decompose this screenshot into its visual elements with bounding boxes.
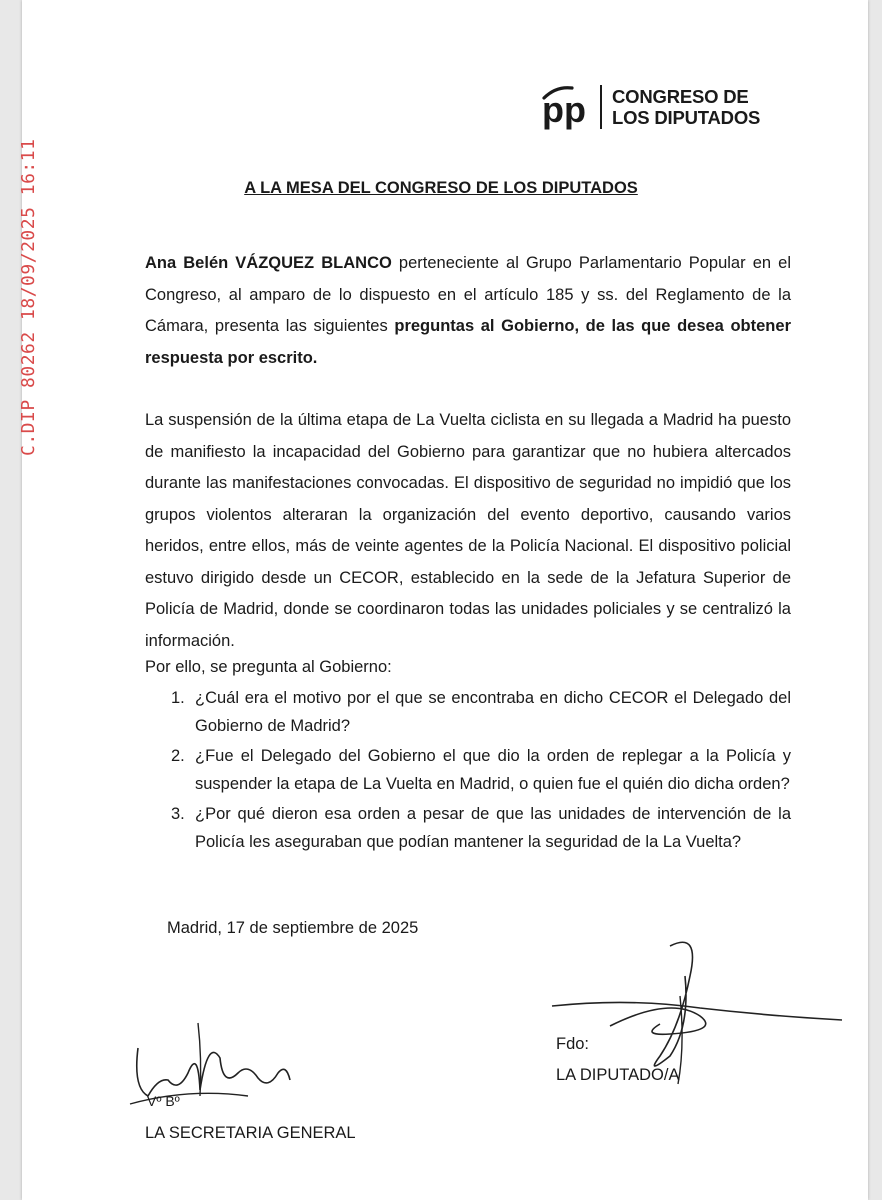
question-item — [160, 743, 791, 798]
questions-intro: Por ello, se pregunta al Gobierno: — [145, 658, 392, 676]
question-number: 2. — [171, 747, 185, 765]
document-heading: A LA MESA DEL CONGRESO DE LOS DIPUTADOS — [244, 179, 638, 197]
svg-text:pp: pp — [542, 89, 586, 130]
institution-line-2: LOS DIPUTADOS — [612, 107, 761, 128]
intro-text: perteneciente al Grupo Parlamentario Popular en el Congreso, al amparo de lo dispuesto en el artículo 185 y ss. del Reglamento de la Cámara, presenta las siguientes — [145, 254, 791, 335]
deputy-signature — [550, 936, 850, 1086]
registry-stamp: C.DIP 80262 18/09/2025 16:11 — [18, 138, 39, 456]
question-item — [160, 801, 791, 856]
fdo-label: Fdo: — [556, 1035, 590, 1053]
question-text: ¿Fue el Delegado del Gobierno el que dio la orden de replegar a la Policía y suspender la etapa de La Vuelta en Madrid, o quien fue el quién dio dicha orden? — [195, 747, 791, 793]
institution-name — [612, 86, 760, 128]
visto-bueno-label: Vº Bº — [147, 1093, 180, 1109]
intro-bold-tail: preguntas al Gobierno, de las que desea obtener respuesta por escrito. — [145, 317, 791, 367]
body-paragraph: La suspensión de la última etapa de La Vuelta ciclista en su llegada a Madrid ha puesto de manifiesto la incapacidad del Gobierno para garantizar que no hubiera altercados durante las manifestaciones convocadas. El dispositivo de seguridad no impidió que los grupos violentos alteraran la organización del evento deportivo, causando varios heridos, entre ellos, más de veinte agentes de la Policía Nacional. El dispositivo policial estuvo dirigido desde un CECOR, establecido en la sede de la Jefatura Superior de Policía de Madrid, donde se coordinaron todas las unidades policiales y se centralizó la información. — [145, 411, 791, 650]
logo-divider — [600, 85, 602, 129]
deputy-role: LA DIPUTADO/A — [556, 1066, 680, 1084]
question-item — [160, 685, 791, 740]
author-name: Ana Belén VÁZQUEZ BLANCO — [145, 254, 392, 272]
question-text: ¿Cuál era el motivo por el que se encontraba en dicho CECOR el Delegado del Gobierno de Madrid? — [195, 689, 791, 735]
intro-paragraph — [145, 248, 791, 374]
question-number: 1. — [171, 689, 185, 707]
date-line: Madrid, 17 de septiembre de 2025 — [167, 919, 419, 937]
pp-congreso-logo — [540, 84, 760, 130]
question-text: ¿Por qué dieron esa orden a pesar de que las unidades de intervención de la Policía les aseguraban que podían mantener la seguridad de la La Vuelta? — [195, 805, 791, 851]
questions-list — [160, 685, 791, 859]
institution-line-1: CONGRESO DE — [612, 86, 749, 107]
pp-logo-icon — [540, 84, 594, 130]
question-number: 3. — [171, 805, 185, 823]
secretary-role: LA SECRETARIA GENERAL — [145, 1124, 356, 1142]
